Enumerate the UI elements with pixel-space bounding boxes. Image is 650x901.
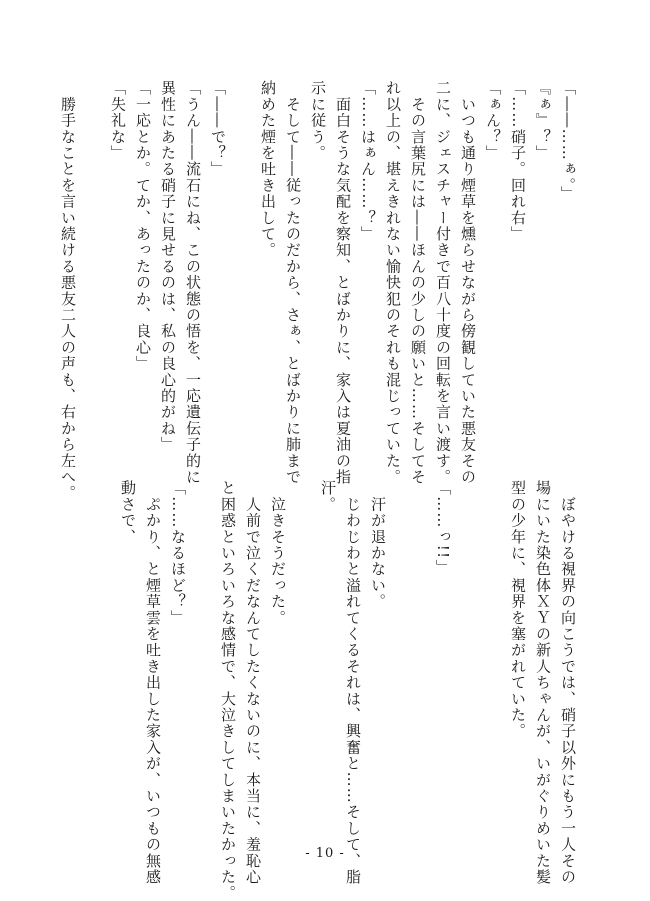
lower-right-text-block	[390, 480, 580, 885]
text-line	[290, 480, 315, 870]
text-line	[480, 480, 505, 870]
text-line: 異性にあたる硝子に見せるのは、私の良心的がね」	[159, 80, 177, 453]
text-line: 示に従う。	[309, 80, 327, 161]
text-line	[80, 80, 105, 470]
page-number: - 10 -	[305, 846, 345, 861]
text-line: 「――……ぁ。」	[559, 80, 577, 203]
text-line: ぼやける視界の向こうでは、硝子以外にもう一人その	[559, 480, 577, 885]
text-line: そして――従ったのだから、さぁ、とばかりに肺まで	[284, 80, 302, 485]
text-line: 「うん――流石にね、この状態の悟を、一応遺伝子的に	[184, 80, 202, 485]
text-line: 「……っ!!」	[434, 480, 452, 576]
text-line: 場にいた染色体ＸＹの新人ちゃんが、いがぐりめいた髪	[534, 480, 552, 885]
text-line: 「ぁん？」	[484, 80, 502, 161]
text-line	[230, 80, 255, 470]
text-line: 動さで、	[119, 480, 137, 545]
text-line: 「……なるほど？」	[169, 480, 187, 626]
text-line	[455, 480, 480, 870]
text-line: 汗が退かない。	[369, 480, 387, 610]
text-line: じわじわと溢れてくるそれは、興奮と……そして、脂	[344, 480, 362, 885]
text-line: 人前で泣くだなんてしたくないのに、本当に、羞恥心	[244, 480, 262, 885]
text-line: その言葉尻には――ほんの少しの願いと……そしてそ	[409, 80, 427, 485]
text-line: 泣きそうだった。	[269, 480, 287, 626]
text-line: ぷかり、と煙草雲を吐き出した家入が、いつもの無感	[144, 480, 162, 885]
text-line: 「失礼な」	[109, 80, 127, 161]
text-line: 汗。	[319, 480, 337, 513]
text-line: 「……硝子。回れ右」	[509, 80, 527, 242]
text-line: 「……はぁん……？」	[359, 80, 377, 242]
text-line	[190, 480, 215, 870]
lower-left-text-block	[50, 480, 390, 901]
text-line: 『ぁ』？」	[534, 80, 552, 161]
text-line: と困惑といろいろな感情で、大泣きしてしまいたかった。	[219, 480, 237, 901]
text-line: 「――で？」	[209, 80, 227, 178]
text-line: れ以上の、堪えきれない愉快犯のそれも混じっていた。	[384, 80, 402, 485]
text-line: 納めた煙を吐き出して。	[259, 80, 277, 259]
text-line: 勝手なことを言い続ける悪友二人の声も、右から左へ。	[59, 80, 77, 502]
upper-text-block	[30, 80, 580, 502]
text-line: 型の少年に、視界を塞がれていた。	[509, 480, 527, 740]
text-line: 二に、ジェスチャー付きで百八十度の回転を言い渡す。	[434, 80, 452, 485]
text-line: いつも通り煙草を燻らせながら傍観していた悪友その	[459, 80, 477, 485]
text-line: 「一応とか。てか、あったのか、良心」	[134, 80, 152, 372]
text-line: 面白そうな気配を察知、とばかりに、家入は夏油の指	[334, 80, 352, 485]
